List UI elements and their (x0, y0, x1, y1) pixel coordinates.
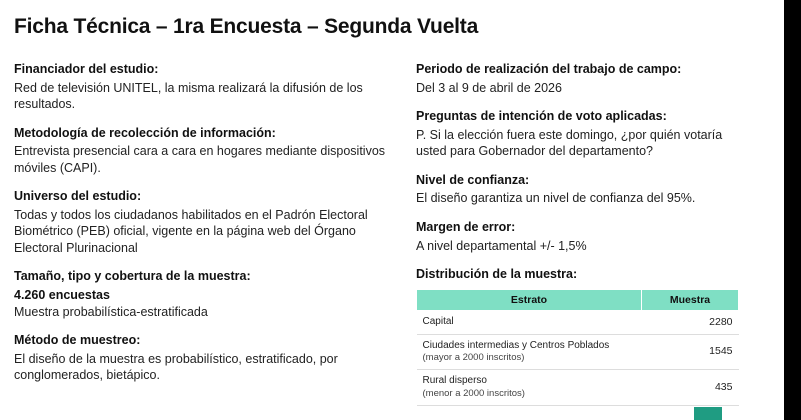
block-heading: Margen de error: (416, 219, 516, 234)
block-body: Entrevista presencial cara a cara en hogares mediante dispositivos móviles (CAPI). (14, 144, 386, 175)
table-row (417, 334, 739, 369)
block-heading: Metodología de recolección de información: (14, 125, 276, 140)
page-title: Ficha Técnica – 1ra Encuesta – Segunda Vuelta (14, 15, 479, 38)
block-heading: Periodo de realización del trabajo de campo: (416, 62, 682, 76)
block-heading: Nivel de confianza: (416, 172, 530, 187)
table-cell-estrato (417, 334, 642, 369)
estrato-label: Ciudades intermedias y Centros Poblados (422, 339, 610, 351)
block-heading: Método de muestreo: (14, 333, 141, 347)
table-cell-muestra: 435 (642, 370, 739, 405)
block-heading: Preguntas de intención de voto aplicadas: (416, 109, 667, 124)
block-metodo-muestreo (14, 333, 404, 384)
block-preguntas-voto (416, 109, 726, 160)
sample-distribution-table (416, 289, 739, 406)
left-column (14, 62, 404, 397)
table-header-row (417, 289, 739, 310)
table-row (417, 370, 739, 405)
block-body: Red de televisión UNITEL, la misma realizará la difusión de los resultados. (14, 80, 363, 112)
estrato-label: Capital (422, 315, 454, 327)
block-metodologia (14, 126, 404, 177)
table-cell-estrato (417, 370, 642, 405)
estrato-note: (menor a 2000 inscritos) (422, 387, 525, 399)
table-caption: Distribución de la muestra: (416, 267, 578, 281)
block-body: Del 3 al 9 de abril de 2026 (416, 80, 562, 95)
block-heading: Tamaño, tipo y cobertura de la muestra: (14, 269, 251, 284)
table-header-muestra: Muestra (642, 289, 739, 310)
block-body: P. Si la elección fuera este domingo, ¿por quién votaría usted para Gobernador del departamento? (416, 127, 723, 159)
estrato-label: Rural disperso (422, 375, 487, 387)
block-margen-error (416, 220, 726, 254)
block-periodo-campo (416, 62, 726, 96)
block-body: A nivel departamental +/- 1,5% (416, 238, 587, 253)
block-heading: Financiador del estudio: (14, 62, 159, 76)
table-cell-muestra: 2280 (642, 310, 739, 334)
right-frame-bar (784, 0, 801, 420)
block-universo (14, 189, 404, 256)
block-tamano-muestra (14, 269, 404, 320)
table-header-estrato: Estrato (417, 289, 642, 310)
table-cell-muestra: 1545 (642, 334, 739, 369)
right-column (416, 62, 733, 419)
block-body: El diseño de la muestra es probabilístico, estratificado, por conglomerados, bietápico. (14, 351, 338, 383)
block-heading: Universo del estudio: (14, 189, 142, 204)
accent-chip (694, 407, 722, 420)
block-body: Todas y todos los ciudadanos habilitados en el Padrón Electoral Biométrico (PEB) oficial, vigente en la página web del Órgano Electoral Plurinacional (14, 207, 368, 255)
block-financiador (14, 62, 404, 113)
block-nivel-confianza (416, 173, 726, 207)
table-cell-estrato (417, 310, 642, 334)
table-row (417, 310, 739, 334)
estrato-note: (mayor a 2000 inscritos) (422, 352, 525, 364)
block-body: 4.260 encuestas (14, 288, 110, 302)
block-body: El diseño garantiza un nivel de confianza del 95%. (416, 191, 696, 206)
block-subtext: Muestra probabilística-estratificada (14, 304, 208, 319)
block-distribucion-muestra (416, 267, 733, 406)
